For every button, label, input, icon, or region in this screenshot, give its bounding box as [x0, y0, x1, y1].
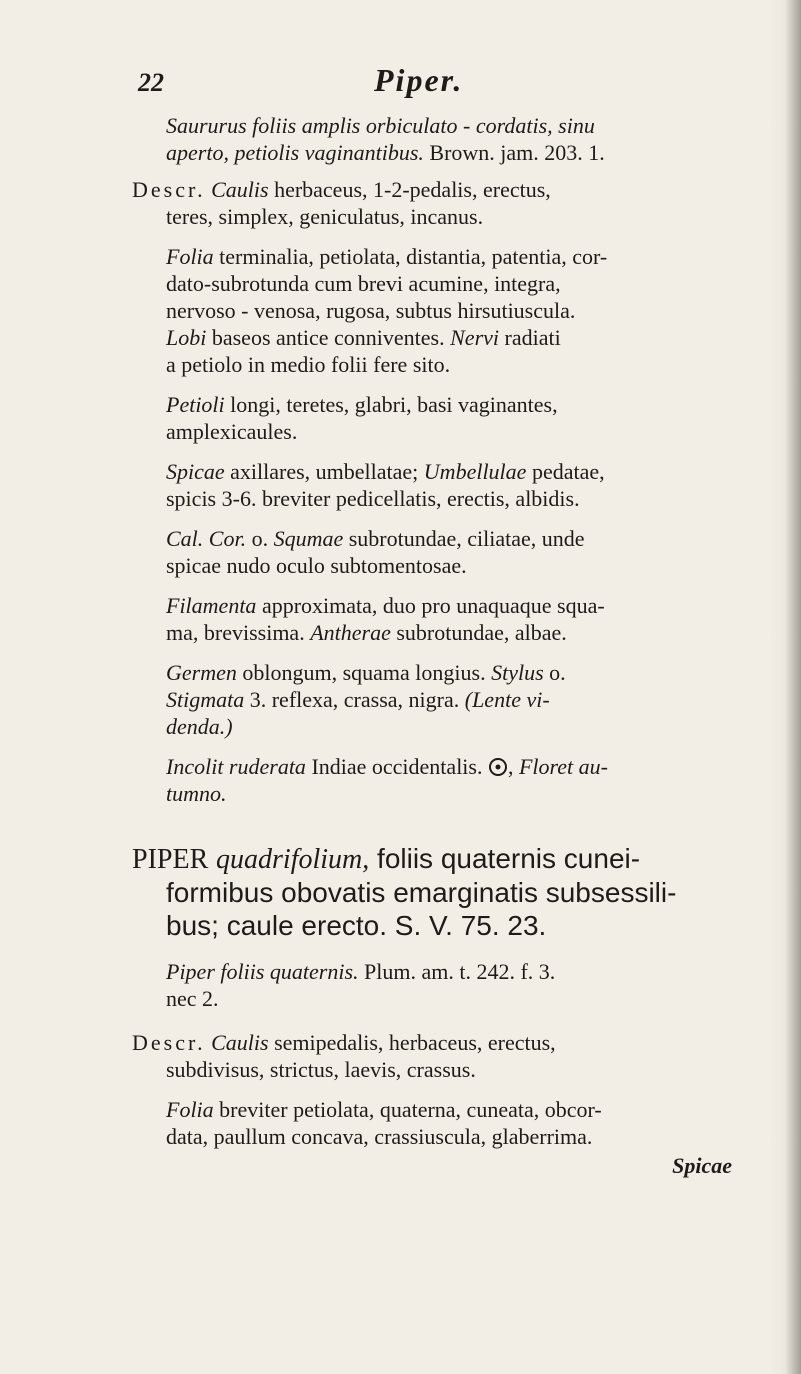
saururus-spicae-line-2: spicis 3-6. breviter pedicellatis, erectis, albidis. — [166, 486, 580, 511]
page-number: 22 — [138, 68, 164, 97]
piper-quadrifolium-entry — [132, 842, 752, 942]
piper-descr-line-2: subdivisus, strictus, laevis, crassus. — [166, 1057, 476, 1082]
piper-synonym-line-2: nec 2. — [166, 986, 219, 1011]
saururus-folia-line-3: nervoso - venosa, rugosa, subtus hirsutiuscula. — [166, 298, 576, 323]
piper-folia-line-2: data, paullum concava, crassiuscula, glaberrima. — [166, 1124, 593, 1149]
saururus-folia-line-1: Folia terminalia, petiolata, distantia, patentia, cor- — [166, 244, 608, 269]
saururus-spicae-line-1: Spicae axillares, umbellatae; Umbellulae pedatae, — [166, 459, 605, 484]
perennial-symbol-icon — [488, 757, 508, 777]
saururus-incolit-line-2: tumno. — [166, 781, 227, 806]
piper-synonym-line-1: Piper foliis quaternis. Plum. am. t. 242. f. 3. — [166, 959, 556, 984]
piper-diagnosis-line-3: bus; caule erecto. S. V. 75. 23. — [166, 910, 547, 941]
running-header — [0, 62, 801, 102]
saururus-filamenta-line-1: Filamenta approximata, duo pro unaquaque squa- — [166, 593, 605, 618]
saururus-filamenta-line-2: ma, brevissima. Antherae subrotundae, albae. — [166, 620, 567, 645]
saururus-title-line-2: aperto, petiolis vaginantibus. Brown. jam. 203. 1. — [166, 140, 605, 165]
saururus-folia-line-2: dato-subrotunda cum brevi acumine, integra, — [166, 271, 561, 296]
saururus-descr-line-1: Descr. Caulis herbaceus, 1-2-pedalis, erectus, — [132, 177, 551, 202]
saururus-cal-line-1: Cal. Cor. o. Squmae subrotundae, ciliatae, unde — [166, 526, 585, 551]
saururus-cal-line-2: spicae nudo oculo subtomentosae. — [166, 553, 467, 578]
running-title: Piper. — [374, 62, 464, 98]
piper-diagnosis-line-2: formibus obovatis emarginatis subsessili- — [166, 877, 677, 908]
saururus-germen-line-2: Stigmata 3. reflexa, crassa, nigra. (Lente vi- — [166, 687, 550, 712]
saururus-germen-line-1: Germen oblongum, squama longius. Stylus o. — [166, 660, 566, 685]
saururus-incolit-line-1: Incolit ruderata Indiae occidentalis. , Floret au- — [166, 754, 608, 779]
piper-descr-line-1: Descr. Caulis semipedalis, herbaceus, erectus, — [132, 1030, 556, 1055]
saururus-descr-line-2: teres, simplex, geniculatus, incanus. — [166, 204, 484, 229]
piper-diagnosis-line-1: PIPER quadrifolium, foliis quaternis cunei- — [132, 843, 641, 875]
catchword: Spicae — [672, 1153, 732, 1178]
saururus-folia-line-5: a petiolo in medio folii fere sito. — [166, 352, 451, 377]
page-edge-shadow — [785, 0, 801, 1374]
saururus-petioli-line-1: Petioli longi, teretes, glabri, basi vaginantes, — [166, 392, 558, 417]
piper-quadrifolium-description — [132, 958, 752, 1179]
saururus-petioli-line-2: amplexicaules. — [166, 419, 298, 444]
saururus-title-line-1: Saururus foliis amplis orbiculato - cordatis, sinu — [166, 113, 595, 138]
saururus-germen-line-3: denda.) — [166, 714, 233, 739]
saururus-entry — [132, 112, 752, 807]
piper-folia-line-1: Folia breviter petiolata, quaterna, cuneata, obcor- — [166, 1097, 602, 1122]
saururus-folia-line-4: Lobi baseos antice conniventes. Nervi radiati — [166, 325, 561, 350]
